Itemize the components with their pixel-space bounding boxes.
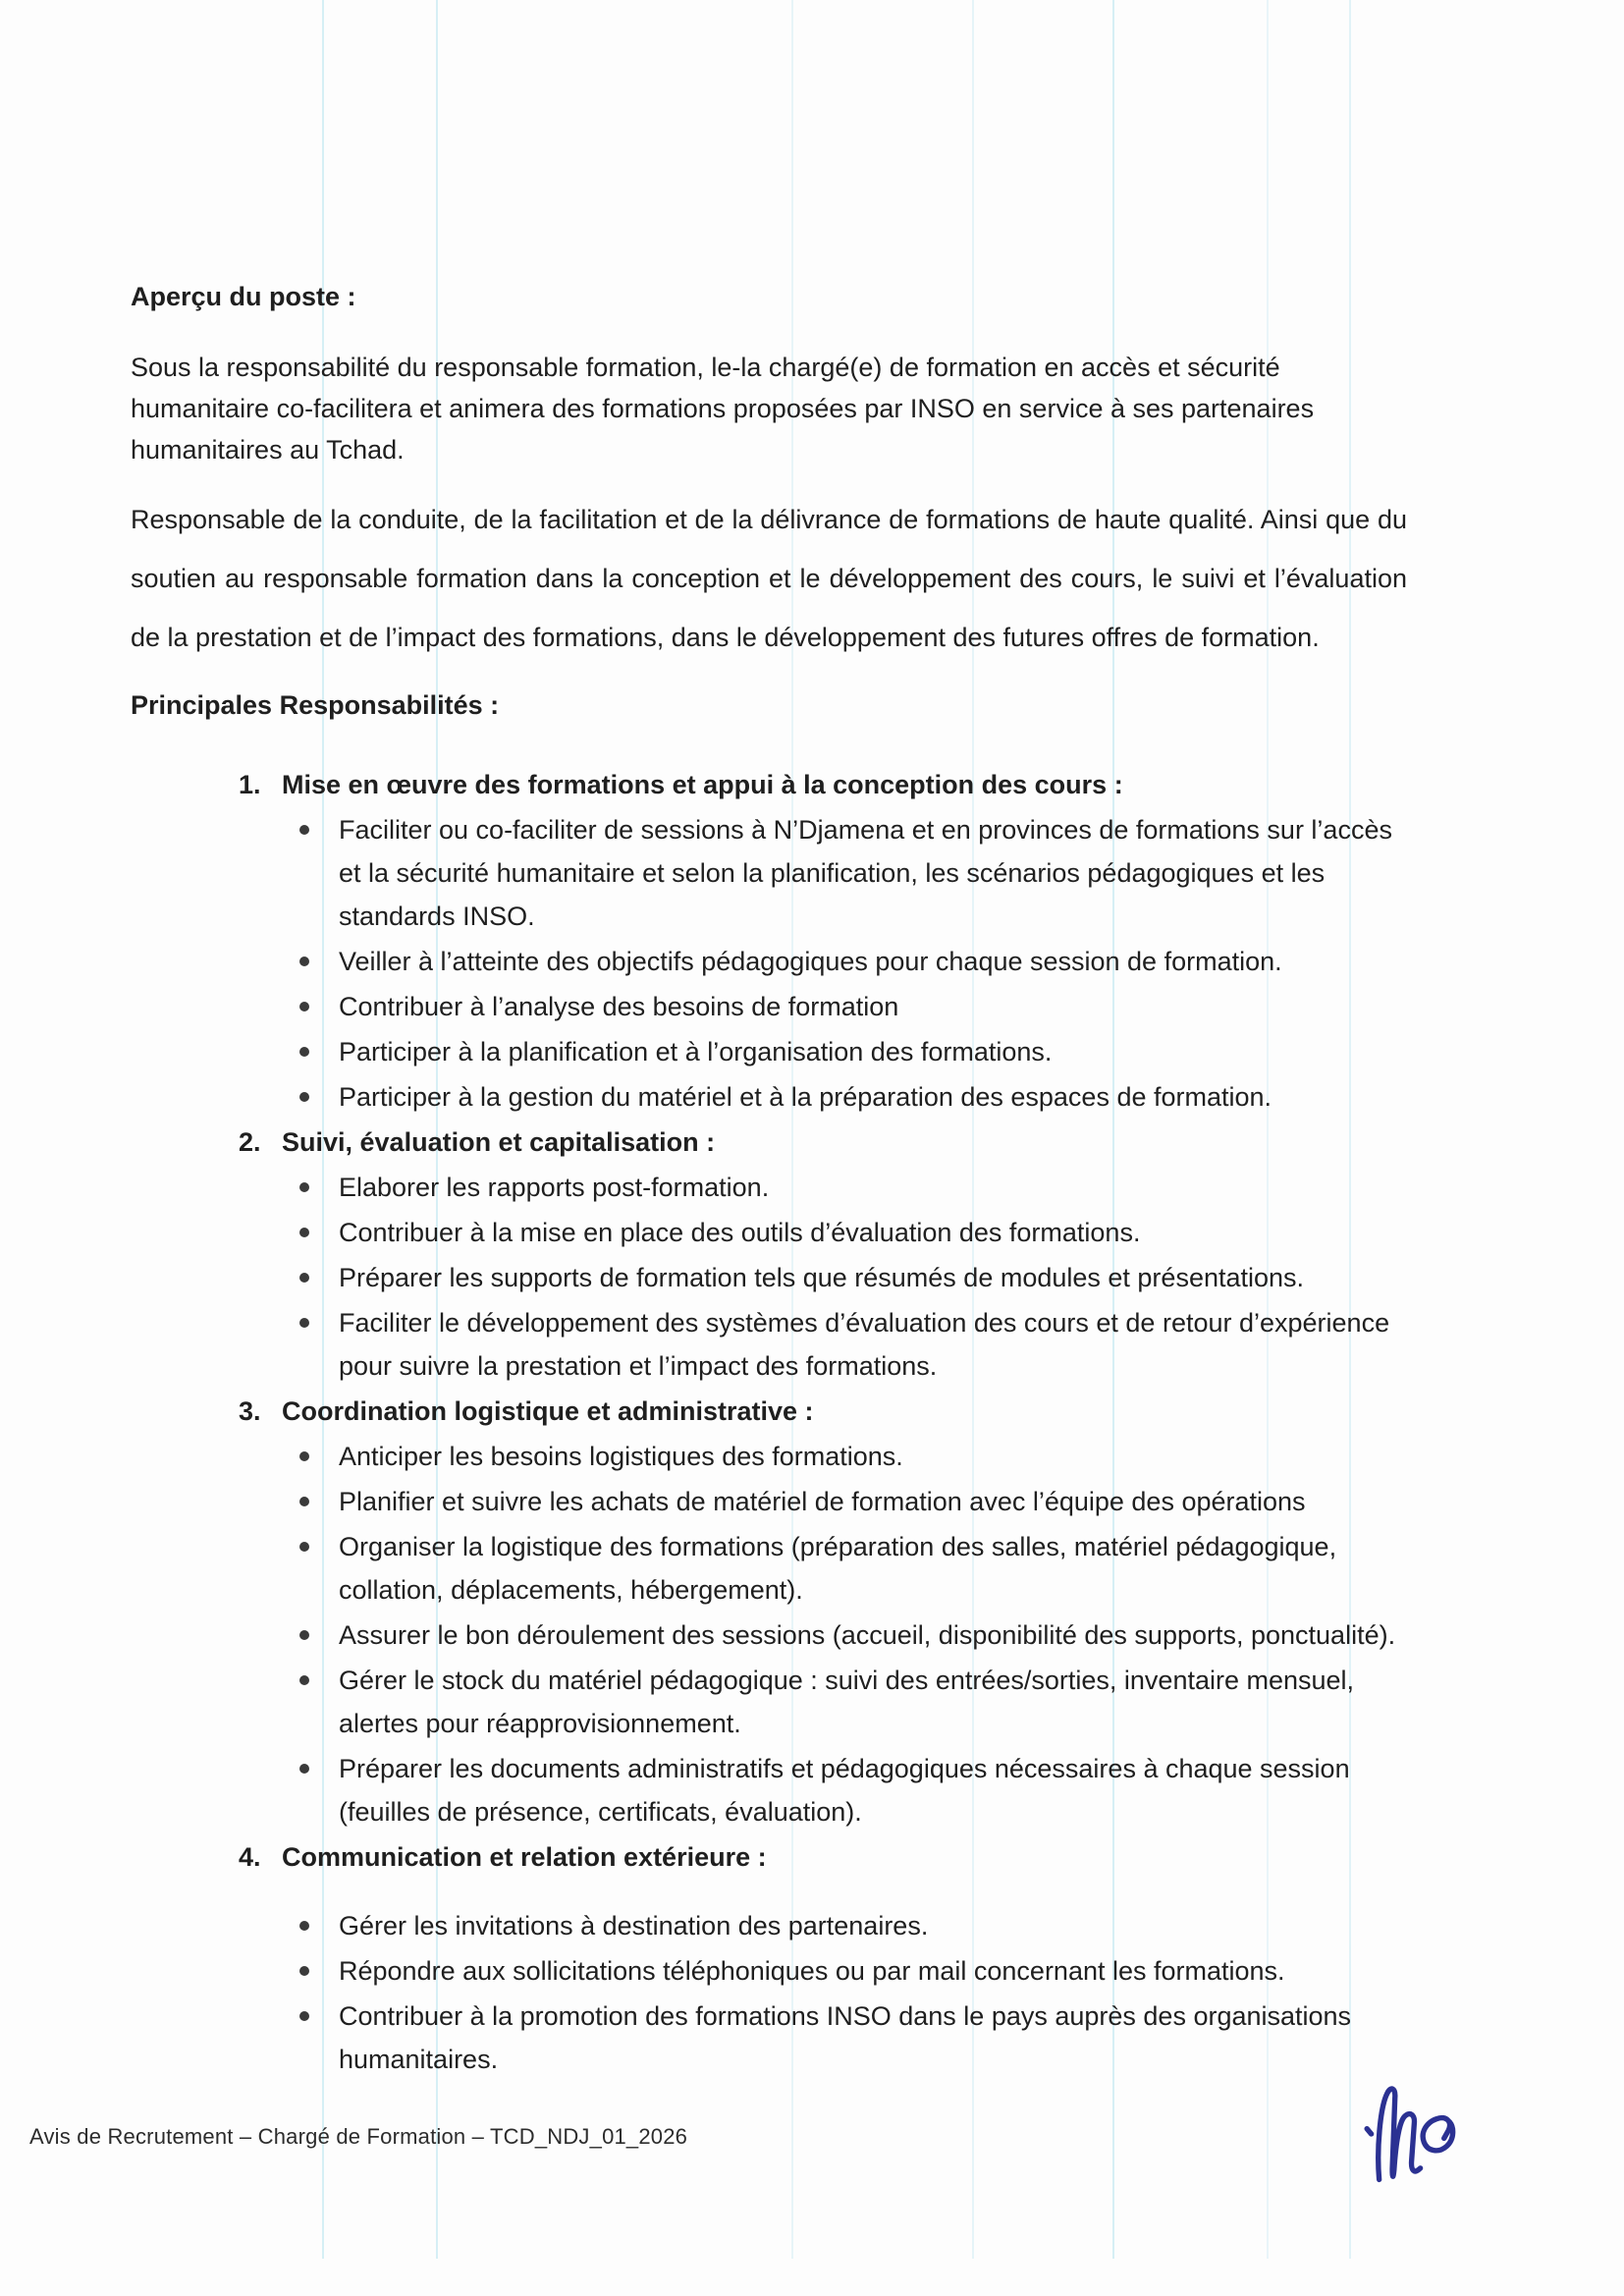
list-item [295, 808, 1407, 938]
bullet-text: Faciliter ou co-faciliter de sessions à N’Djamena et en provinces de formations sur l’accès et la sécurité humanitaire et selon la planification, les scénarios pédagogiques et les standards INSO. [339, 815, 1392, 931]
section-heading [131, 1390, 1407, 1433]
bullet-list [131, 1166, 1407, 1388]
bullet-text: Elaborer les rapports post-formation. [339, 1173, 770, 1202]
bullet-icon [299, 1630, 309, 1640]
section-title: Communication et relation extérieure : [282, 1842, 767, 1872]
section-number: 3. [239, 1396, 261, 1426]
overview-heading: Aperçu du poste : [131, 282, 356, 311]
list-item [295, 1435, 1407, 1478]
list-item [295, 1949, 1407, 1993]
list-item [295, 1166, 1407, 1209]
section-title: Suivi, évaluation et capitalisation : [282, 1127, 716, 1157]
list-item [295, 1659, 1407, 1745]
footer-reference: Avis de Recrutement – Chargé de Formation – TCD_NDJ_01_2026 [29, 2124, 688, 2149]
bullet-icon [299, 1228, 309, 1237]
overview-paragraph-1: Sous la responsabilité du responsable formation, le-la chargé(e) de formation en accès et sécurité humanitaire co-facilitera et animera des formations proposées par INSO en service à ses partenaires humanitaires au Tchad. [131, 353, 1315, 465]
responsibilities-heading: Principales Responsabilités : [131, 690, 500, 720]
section-heading [131, 763, 1407, 806]
bullet-icon [299, 1966, 309, 1976]
list-item [295, 1256, 1407, 1299]
bullet-list [131, 1435, 1407, 1833]
bullet-text: Organiser la logistique des formations (préparation des salles, matériel pédagogique, collation, déplacements, hébergement). [339, 1532, 1337, 1605]
list-item [295, 1995, 1407, 2081]
bullet-text: Planifier et suivre les achats de matériel de formation avec l’équipe des opérations [339, 1487, 1306, 1516]
document-body [131, 280, 1407, 2083]
section-suivi-evaluation [131, 1121, 1407, 1388]
bullet-text: Contribuer à la mise en place des outils d’évaluation des formations. [339, 1218, 1141, 1247]
section-communication [131, 1835, 1407, 2081]
section-mise-en-oeuvre [131, 763, 1407, 1119]
bullet-text: Préparer les supports de formation tels que résumés de modules et présentations. [339, 1263, 1305, 1292]
section-number: 1. [239, 770, 261, 799]
list-item [295, 1747, 1407, 1833]
bullet-list [131, 808, 1407, 1119]
signature-initials-icon [1360, 2070, 1483, 2198]
list-item [295, 985, 1407, 1028]
bullet-text: Gérer les invitations à destination des partenaires. [339, 1911, 929, 1941]
bullet-text: Gérer le stock du matériel pédagogique : suivi des entrées/sorties, inventaire mensuel, alertes pour réapprovisionnement. [339, 1666, 1355, 1738]
bullet-icon [299, 1273, 309, 1283]
bullet-icon [299, 1047, 309, 1057]
section-heading [131, 1121, 1407, 1164]
bullet-icon [299, 1451, 309, 1461]
overview-paragraph-2: Responsable de la conduite, de la facilitation et de la délivrance de formations de haute qualité. Ainsi que du soutien au responsable formation dans la conception et le développement des cours, le suivi et l’évaluation de la prestation et de l’impact des formations, dans le développement des futures offres de formation. [131, 505, 1407, 652]
bullet-icon [299, 1182, 309, 1192]
bullet-text: Répondre aux sollicitations téléphoniques ou par mail concernant les formations. [339, 1956, 1285, 1986]
bullet-text: Participer à la gestion du matériel et à la préparation des espaces de formation. [339, 1082, 1272, 1112]
list-item [295, 1075, 1407, 1119]
section-heading [131, 1835, 1407, 1879]
bullet-text: Anticiper les besoins logistiques des formations. [339, 1442, 903, 1471]
list-item [295, 940, 1407, 983]
bullet-icon [299, 1764, 309, 1774]
bullet-text: Faciliter le développement des systèmes d’évaluation des cours et de retour d’expérience pour suivre la prestation et l’impact des formations. [339, 1308, 1390, 1381]
bullet-text: Participer à la planification et à l’organisation des formations. [339, 1037, 1053, 1066]
section-number: 2. [239, 1127, 261, 1157]
bullet-icon [299, 2011, 309, 2021]
bullet-text: Contribuer à la promotion des formations INSO dans le pays auprès des organisations humanitaires. [339, 2001, 1352, 2074]
responsibilities-list [131, 763, 1407, 2081]
list-item [295, 1525, 1407, 1612]
list-item [295, 1904, 1407, 1947]
list-item [295, 1211, 1407, 1254]
bullet-text: Veiller à l’atteinte des objectifs pédagogiques pour chaque session de formation. [339, 947, 1282, 976]
bullet-list [131, 1904, 1407, 2081]
bullet-text: Préparer les documents administratifs et pédagogiques nécessaires à chaque session (feuilles de présence, certificats, évaluation). [339, 1754, 1350, 1827]
list-item [295, 1301, 1407, 1388]
list-item [295, 1480, 1407, 1523]
bullet-icon [299, 1318, 309, 1328]
list-item [295, 1030, 1407, 1073]
bullet-icon [299, 1675, 309, 1685]
section-coordination-logistique [131, 1390, 1407, 1833]
section-title: Mise en œuvre des formations et appui à la conception des cours : [282, 770, 1123, 799]
bullet-icon [299, 1002, 309, 1011]
bullet-text: Assurer le bon déroulement des sessions (accueil, disponibilité des supports, ponctualité). [339, 1620, 1396, 1650]
bullet-text: Contribuer à l’analyse des besoins de formation [339, 992, 899, 1021]
bullet-icon [299, 1092, 309, 1102]
bullet-icon [299, 825, 309, 835]
list-item [295, 1613, 1407, 1657]
bullet-icon [299, 1542, 309, 1552]
bullet-icon [299, 1497, 309, 1506]
bullet-icon [299, 957, 309, 966]
bullet-icon [299, 1921, 309, 1931]
section-title: Coordination logistique et administrative : [282, 1396, 814, 1426]
section-number: 4. [239, 1842, 261, 1872]
